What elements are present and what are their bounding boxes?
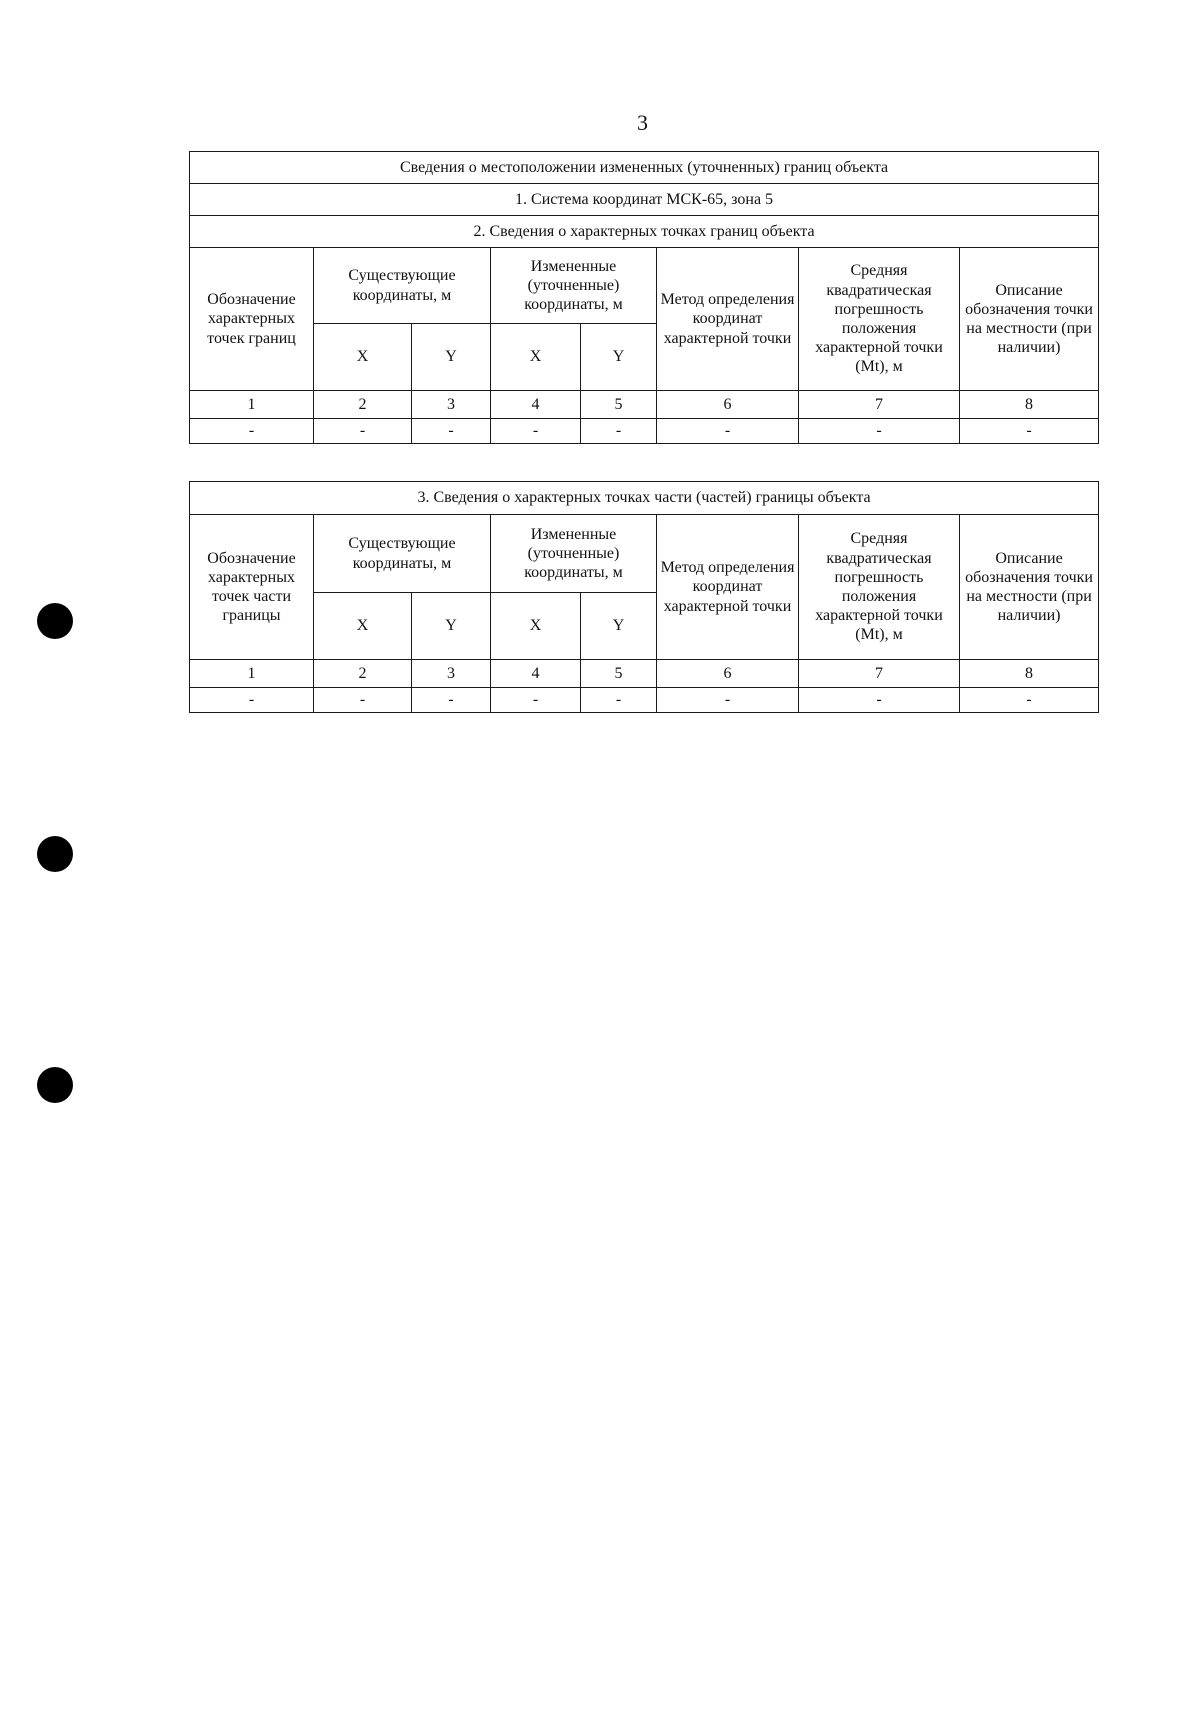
header-method: Метод определения координат характерной точки xyxy=(657,515,799,660)
header-existing-coordinates: Существующие координаты, м xyxy=(314,248,491,324)
header-existing-x: X xyxy=(314,593,412,660)
punch-hole-icon xyxy=(37,836,73,872)
header-method: Метод определения координат характерной точки xyxy=(657,248,799,391)
column-number-row xyxy=(190,391,1099,419)
column-number: 3 xyxy=(412,391,491,419)
table-cell: - xyxy=(314,419,412,444)
header-description: Описание обозначения точки на местности (при наличии) xyxy=(960,248,1099,391)
table-cell: - xyxy=(657,688,799,713)
punch-hole-icon xyxy=(37,1067,73,1103)
header-changed-x: X xyxy=(491,324,581,391)
column-number: 8 xyxy=(960,660,1099,688)
table-cell: - xyxy=(190,688,314,713)
boundary-points-table xyxy=(189,151,1099,444)
boundary-part-points-table xyxy=(189,481,1099,713)
table-title: 3. Сведения о характерных точках части (частей) границы объекта xyxy=(190,482,1099,515)
column-number: 7 xyxy=(799,391,960,419)
header-mean-error: Средняя квадратическая погрешность положения характерной точки (Mt), м xyxy=(799,248,960,391)
table-row xyxy=(190,419,1099,444)
header-changed-coordinates: Измененные (уточненные) координаты, м xyxy=(491,248,657,324)
header-designation: Обозначение характерных точек части границы xyxy=(190,515,314,660)
table-cell: - xyxy=(491,419,581,444)
header-existing-coordinates: Существующие координаты, м xyxy=(314,515,491,593)
table-cell: - xyxy=(491,688,581,713)
coordinate-system: 1. Система координат МСК-65, зона 5 xyxy=(190,184,1099,216)
column-number: 1 xyxy=(190,660,314,688)
table-cell: - xyxy=(657,419,799,444)
header-existing-y: Y xyxy=(412,593,491,660)
table-cell: - xyxy=(412,688,491,713)
header-changed-y: Y xyxy=(581,593,657,660)
header-designation: Обозначение характерных точек границ xyxy=(190,248,314,391)
page-number: 3 xyxy=(637,110,648,135)
table-row xyxy=(190,688,1099,713)
table-cell: - xyxy=(314,688,412,713)
column-number-row xyxy=(190,660,1099,688)
punch-hole-icon xyxy=(37,603,73,639)
column-number: 5 xyxy=(581,660,657,688)
column-number: 7 xyxy=(799,660,960,688)
table-cell: - xyxy=(960,419,1099,444)
column-number: 6 xyxy=(657,391,799,419)
table-title: 2. Сведения о характерных точках границ объекта xyxy=(190,216,1099,248)
header-existing-x: X xyxy=(314,324,412,391)
section-title: Сведения о местоположении измененных (уточненных) границ объекта xyxy=(190,152,1099,184)
column-number: 5 xyxy=(581,391,657,419)
header-changed-x: X xyxy=(491,593,581,660)
header-existing-y: Y xyxy=(412,324,491,391)
column-number: 2 xyxy=(314,660,412,688)
table-cell: - xyxy=(799,688,960,713)
header-changed-y: Y xyxy=(581,324,657,391)
column-number: 4 xyxy=(491,391,581,419)
header-mean-error: Средняя квадратическая погрешность положения характерной точки (Mt), м xyxy=(799,515,960,660)
table-cell: - xyxy=(581,419,657,444)
table-cell: - xyxy=(960,688,1099,713)
header-changed-coordinates: Измененные (уточненные) координаты, м xyxy=(491,515,657,593)
header-description: Описание обозначения точки на местности (при наличии) xyxy=(960,515,1099,660)
column-number: 8 xyxy=(960,391,1099,419)
column-number: 2 xyxy=(314,391,412,419)
column-number: 3 xyxy=(412,660,491,688)
table-cell: - xyxy=(799,419,960,444)
table-cell: - xyxy=(190,419,314,444)
column-number: 4 xyxy=(491,660,581,688)
column-number: 6 xyxy=(657,660,799,688)
table-cell: - xyxy=(581,688,657,713)
table-cell: - xyxy=(412,419,491,444)
column-number: 1 xyxy=(190,391,314,419)
